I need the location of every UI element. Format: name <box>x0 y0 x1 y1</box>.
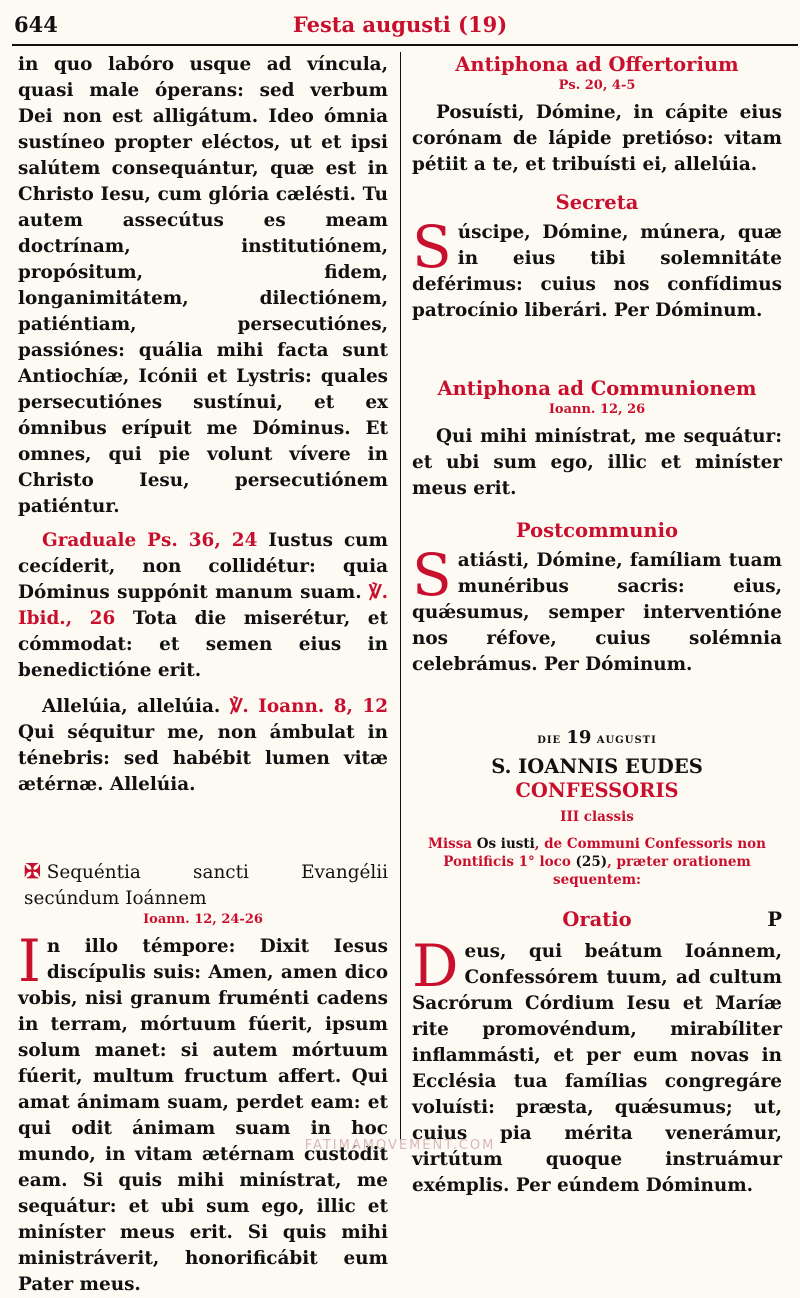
oratio-text: eus, qui beátum Ioánnem, Confessórem tuum, ad cultum Sacrórum Córdium Iesu et Maríæ rite promovéndum, mirabíliter inflammásti, et per eum novas in Ecclésia tua famílias congregáre voluísti: præsta, quǽsumus; ut, cuius pia mérita venerámur, virtútum quoque instruámur exémplis. Per eúndem Dóminum. <box>412 941 782 1196</box>
epistle-continuation: in quo labóro usque ad víncula, quasi male óperans: sed verbum Dei non est alligátum. Ideo ómnia sustíneo propter eléctos, ut et ipsi salútem consequántur, quæ est in Christo Iesu, cum glória cælésti. Tu autem assecútus es meam doctrínam, institutiónem, propósitum, fidem, longanimitátem, dilectiónem, patiéntiam, persecutiónes, passiónes: quália mihi facta sunt Antiochíæ, Icónii et Lystris: quales persecutiónes sustínui, et ex ómnibus erípuit me Dóminus. Et omnes, qui pie volunt vívere in Christo Iesu, persecutiónem patiéntur. <box>18 54 388 517</box>
offertory-ref: Ps. 20, 4-5 <box>558 78 636 93</box>
secreta-text: úscipe, Dómine, múnera, quæ in eius tibi solemnitáte deférimus: cuius nos confídimus patrocínio liberári. Per Dóminum. <box>412 222 782 321</box>
secreta-dropcap: S <box>412 213 452 281</box>
gospel-text-block <box>18 927 388 1298</box>
graduale-versicle-label: ℣. Ibid., 26 <box>18 582 388 629</box>
missa-part-5: , præter orationem sequentem: <box>553 854 751 888</box>
gospel-dropcap: I <box>18 927 41 995</box>
left-column <box>18 52 388 1298</box>
communion-ref: Ioann. 12, 26 <box>548 402 646 417</box>
postcommunio-text-block <box>412 541 782 678</box>
postcommunio-dropcap: S <box>412 541 452 609</box>
secreta-text-block <box>412 213 782 324</box>
alleluia-versicle-text: Qui séquitur me, non ámbulat in ténebris: sed habébit lumen vitæ ætérnæ. Allelúia. <box>18 722 388 795</box>
feast-date-post: augusti <box>596 731 657 747</box>
missa-part-4: (25) <box>575 854 608 870</box>
alleluia <box>18 694 388 798</box>
secreta-title: Secreta <box>555 191 639 214</box>
missa-part-1: Missa <box>428 836 477 852</box>
gospel-text: n illo témpore: Dixit Iesus discípulis suis: Amen, amen dico vobis, nisi granum fruménti cadens in terram, mórtuum fúerit, ipsum solum manet: si autem mórtuum fúerit, multum fructum affert. Qui amat ánimam suam, perdet eam: et qui odit ánimam suam in hoc mundo, in vitam ætérnam custódit eam. Si quis mihi minístrat, me sequátur: et ubi sum ego, illic et miníster meus erit. Si quis mihi ministráverit, honorificábit eum Pater meus. <box>18 936 388 1295</box>
graduale-text: Iustus cum cecíderit, non collidétur: quia Dóminus suppónit manum suam. <box>18 530 388 603</box>
oratio-header <box>412 907 782 933</box>
oratio-text-block <box>412 932 782 1199</box>
feast-date <box>412 726 782 751</box>
column-divider <box>400 52 401 1142</box>
graduale-label: Graduale Ps. 36, 24 <box>42 530 258 551</box>
cross-icon: ✠ <box>24 859 41 883</box>
oratio-dropcap: D <box>412 932 459 1000</box>
spacer <box>18 798 388 858</box>
feast-class: III classis <box>560 809 634 825</box>
feast-date-pre: die <box>537 731 562 747</box>
gospel-title <box>18 858 388 912</box>
running-title: Festa augusti (19) <box>292 12 508 37</box>
communion-title: Antiphona ad Communionem <box>437 377 757 400</box>
oratio-title: Oratio <box>562 908 632 931</box>
feast-rank-title: CONFESSORIS <box>515 779 679 802</box>
graduale <box>18 528 388 684</box>
graduale-versicle-text: Tota die miserétur, et cómmodat: et semen eius in benedictióne erit. <box>18 608 388 681</box>
alleluia-text: Allelúia, allelúia. <box>42 696 230 717</box>
missa-part-2: Os iusti <box>476 836 535 852</box>
offertory-text: Posuísti, Dómine, in cápite eius corónam de lápide pretióso: vitam pétiit a te, et tribuísti ei, allelúia. <box>412 102 782 175</box>
feast-date-num: 19 <box>566 727 592 748</box>
alleluia-versicle-label: ℣. Ioann. 8, 12 <box>229 696 388 717</box>
missa-part-3: , de Communi Confessoris non Pontificis 1° loco <box>443 836 766 870</box>
right-column <box>412 52 782 1199</box>
page-header <box>0 0 800 46</box>
postcommunio-title: Postcommunio <box>515 519 679 542</box>
missa-rubric <box>412 835 782 889</box>
offertory-title: Antiphona ad Offertorium <box>455 53 739 76</box>
communion-text: Qui mihi minístrat, me sequátur: et ubi sum ego, illic et miníster meus erit. <box>412 426 782 499</box>
gospel-title-text: Sequéntia sancti Evangélii secúndum Ioánnem <box>24 862 388 909</box>
gospel-ref: Ioann. 12, 24-26 <box>143 912 263 927</box>
oratio-marker: P <box>767 908 782 931</box>
header-rule <box>12 44 798 46</box>
page-number: 644 <box>14 12 58 37</box>
feast-name: S. IOANNIS EUDES <box>491 755 703 778</box>
postcommunio-text: atiásti, Dómine, famíliam tuam munéribus sacris: eius, quǽsumus, semper interventióne nos réfove, cuius solémnia celebrámus. Per Dóminum. <box>412 550 782 675</box>
watermark: FATIMAMOVEMENT.COM <box>304 1138 496 1153</box>
